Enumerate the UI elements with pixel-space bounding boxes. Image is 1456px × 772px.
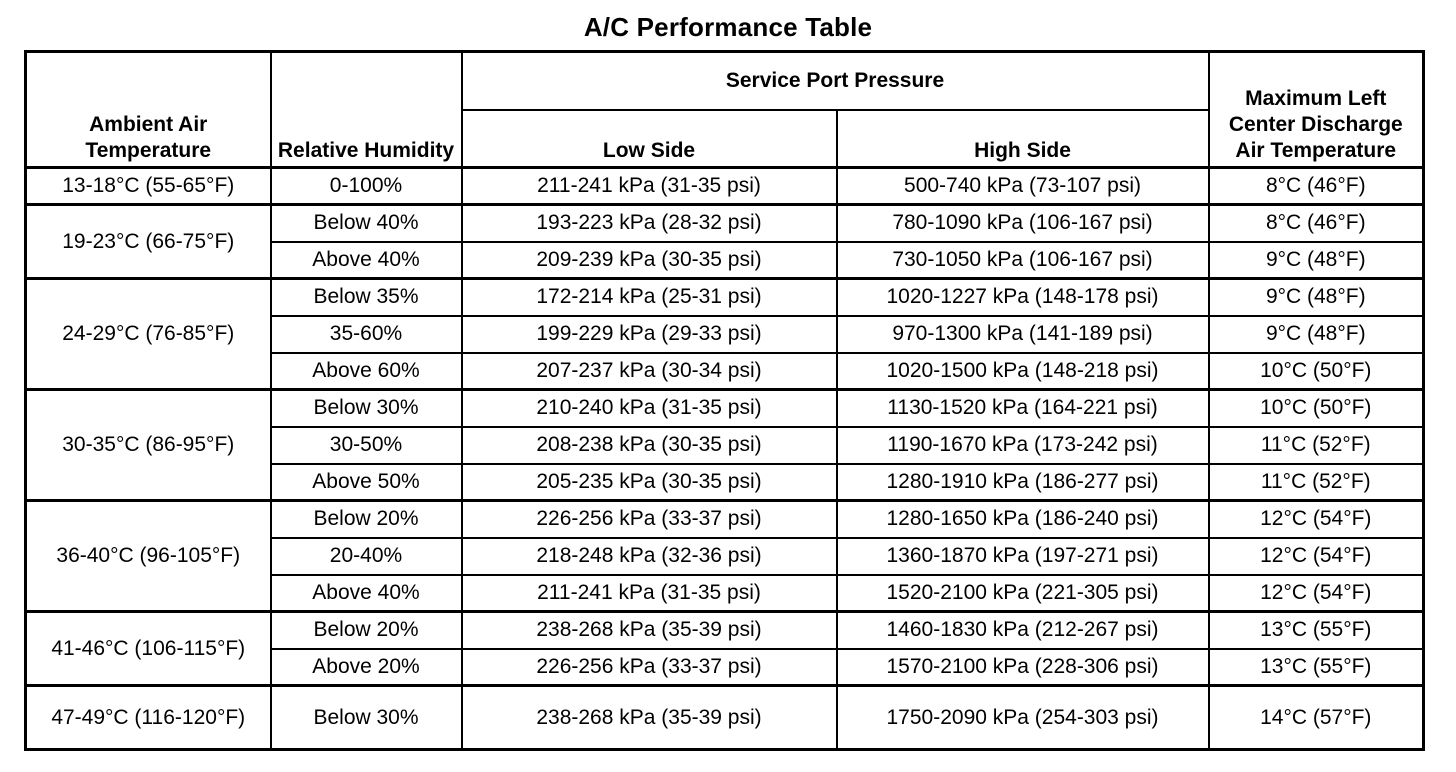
header-low-side: Low Side bbox=[462, 110, 837, 168]
cell-relative-humidity: Above 40% bbox=[271, 575, 462, 612]
header-ambient-air-temperature: Ambient Air Temperature bbox=[26, 52, 271, 168]
cell-relative-humidity: Above 20% bbox=[271, 649, 462, 686]
cell-low-side: 209-239 kPa (30-35 psi) bbox=[462, 242, 837, 279]
table-row bbox=[26, 168, 1424, 205]
cell-discharge-temperature: 12°C (54°F) bbox=[1209, 538, 1424, 575]
table-row bbox=[26, 686, 1424, 750]
cell-high-side: 1520-2100 kPa (221-305 psi) bbox=[837, 575, 1209, 612]
table-row bbox=[26, 390, 1424, 427]
cell-discharge-temperature: 10°C (50°F) bbox=[1209, 353, 1424, 390]
header-max-discharge-air-temperature: Maximum Left Center Discharge Air Temperature bbox=[1209, 52, 1424, 168]
cell-ambient-temperature: 47-49°C (116-120°F) bbox=[26, 686, 271, 750]
cell-high-side: 1190-1670 kPa (173-242 psi) bbox=[837, 427, 1209, 464]
cell-discharge-temperature: 10°C (50°F) bbox=[1209, 390, 1424, 427]
table-body bbox=[26, 168, 1424, 750]
cell-high-side: 1750-2090 kPa (254-303 psi) bbox=[837, 686, 1209, 750]
cell-discharge-temperature: 11°C (52°F) bbox=[1209, 427, 1424, 464]
cell-ambient-temperature: 19-23°C (66-75°F) bbox=[26, 205, 271, 279]
cell-discharge-temperature: 8°C (46°F) bbox=[1209, 168, 1424, 205]
cell-relative-humidity: Above 50% bbox=[271, 464, 462, 501]
cell-discharge-temperature: 8°C (46°F) bbox=[1209, 205, 1424, 242]
cell-ambient-temperature: 41-46°C (106-115°F) bbox=[26, 612, 271, 686]
table-row bbox=[26, 501, 1424, 538]
cell-discharge-temperature: 11°C (52°F) bbox=[1209, 464, 1424, 501]
cell-discharge-temperature: 13°C (55°F) bbox=[1209, 649, 1424, 686]
cell-high-side: 1280-1650 kPa (186-240 psi) bbox=[837, 501, 1209, 538]
cell-relative-humidity: Above 40% bbox=[271, 242, 462, 279]
header-high-side: High Side bbox=[837, 110, 1209, 168]
cell-ambient-temperature: 36-40°C (96-105°F) bbox=[26, 501, 271, 612]
cell-high-side: 1360-1870 kPa (197-271 psi) bbox=[837, 538, 1209, 575]
cell-relative-humidity: Below 40% bbox=[271, 205, 462, 242]
cell-low-side: 210-240 kPa (31-35 psi) bbox=[462, 390, 837, 427]
cell-low-side: 238-268 kPa (35-39 psi) bbox=[462, 686, 837, 750]
cell-high-side: 1280-1910 kPa (186-277 psi) bbox=[837, 464, 1209, 501]
header-relative-humidity: Relative Humidity bbox=[271, 52, 462, 168]
cell-relative-humidity: 20-40% bbox=[271, 538, 462, 575]
cell-high-side: 500-740 kPa (73-107 psi) bbox=[837, 168, 1209, 205]
cell-low-side: 211-241 kPa (31-35 psi) bbox=[462, 575, 837, 612]
table-row bbox=[26, 205, 1424, 242]
cell-low-side: 172-214 kPa (25-31 psi) bbox=[462, 279, 837, 316]
cell-relative-humidity: Below 20% bbox=[271, 501, 462, 538]
cell-ambient-temperature: 24-29°C (76-85°F) bbox=[26, 279, 271, 390]
cell-high-side: 780-1090 kPa (106-167 psi) bbox=[837, 205, 1209, 242]
cell-ambient-temperature: 13-18°C (55-65°F) bbox=[26, 168, 271, 205]
cell-relative-humidity: Below 20% bbox=[271, 612, 462, 649]
header-service-port-pressure: Service Port Pressure bbox=[462, 52, 1209, 110]
cell-low-side: 199-229 kPa (29-33 psi) bbox=[462, 316, 837, 353]
cell-high-side: 1460-1830 kPa (212-267 psi) bbox=[837, 612, 1209, 649]
cell-ambient-temperature: 30-35°C (86-95°F) bbox=[26, 390, 271, 501]
cell-relative-humidity: 30-50% bbox=[271, 427, 462, 464]
cell-high-side: 970-1300 kPa (141-189 psi) bbox=[837, 316, 1209, 353]
cell-relative-humidity: 35-60% bbox=[271, 316, 462, 353]
cell-low-side: 205-235 kPa (30-35 psi) bbox=[462, 464, 837, 501]
table-row bbox=[26, 612, 1424, 649]
cell-high-side: 730-1050 kPa (106-167 psi) bbox=[837, 242, 1209, 279]
ac-performance-table bbox=[24, 50, 1425, 751]
cell-low-side: 207-237 kPa (30-34 psi) bbox=[462, 353, 837, 390]
cell-high-side: 1130-1520 kPa (164-221 psi) bbox=[837, 390, 1209, 427]
cell-low-side: 226-256 kPa (33-37 psi) bbox=[462, 501, 837, 538]
cell-discharge-temperature: 12°C (54°F) bbox=[1209, 501, 1424, 538]
cell-discharge-temperature: 9°C (48°F) bbox=[1209, 242, 1424, 279]
cell-discharge-temperature: 9°C (48°F) bbox=[1209, 279, 1424, 316]
cell-low-side: 193-223 kPa (28-32 psi) bbox=[462, 205, 837, 242]
cell-low-side: 218-248 kPa (32-36 psi) bbox=[462, 538, 837, 575]
cell-relative-humidity: Below 35% bbox=[271, 279, 462, 316]
table-title: A/C Performance Table bbox=[583, 12, 873, 42]
cell-discharge-temperature: 13°C (55°F) bbox=[1209, 612, 1424, 649]
cell-discharge-temperature: 12°C (54°F) bbox=[1209, 575, 1424, 612]
cell-low-side: 208-238 kPa (30-35 psi) bbox=[462, 427, 837, 464]
cell-relative-humidity: Below 30% bbox=[271, 390, 462, 427]
cell-high-side: 1020-1500 kPa (148-218 psi) bbox=[837, 353, 1209, 390]
cell-high-side: 1570-2100 kPa (228-306 psi) bbox=[837, 649, 1209, 686]
cell-high-side: 1020-1227 kPa (148-178 psi) bbox=[837, 279, 1209, 316]
cell-low-side: 226-256 kPa (33-37 psi) bbox=[462, 649, 837, 686]
cell-relative-humidity: 0-100% bbox=[271, 168, 462, 205]
table-row bbox=[26, 279, 1424, 316]
cell-relative-humidity: Below 30% bbox=[271, 686, 462, 750]
cell-discharge-temperature: 14°C (57°F) bbox=[1209, 686, 1424, 750]
cell-low-side: 238-268 kPa (35-39 psi) bbox=[462, 612, 837, 649]
cell-discharge-temperature: 9°C (48°F) bbox=[1209, 316, 1424, 353]
cell-relative-humidity: Above 60% bbox=[271, 353, 462, 390]
cell-low-side: 211-241 kPa (31-35 psi) bbox=[462, 168, 837, 205]
